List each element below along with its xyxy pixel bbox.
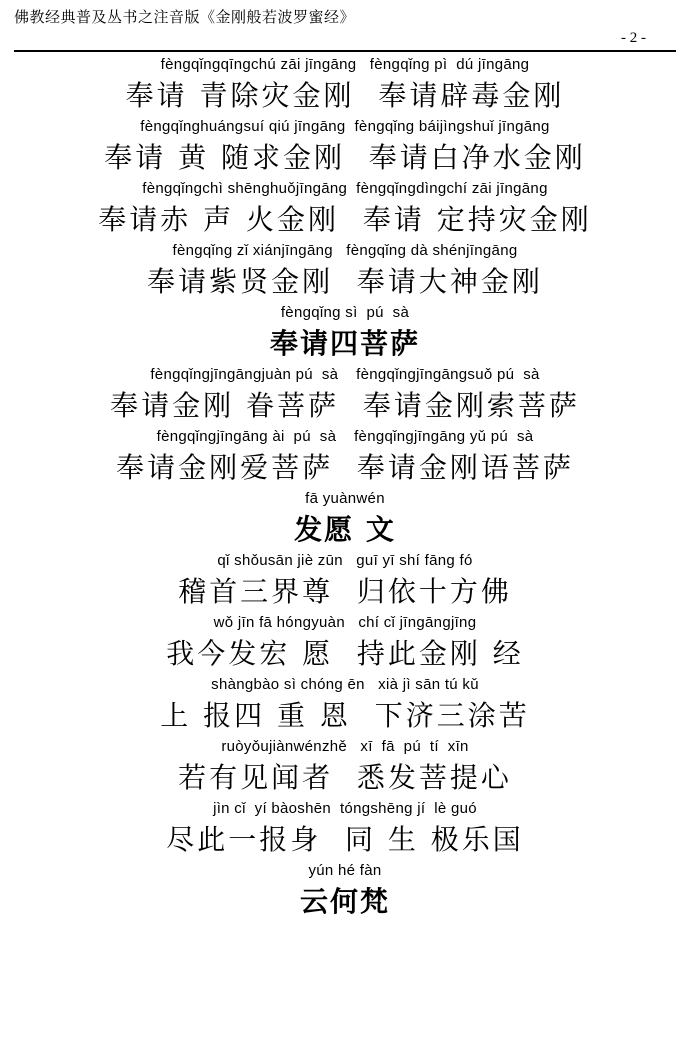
hanzi-line: 奉请 黄 随求金刚 奉请白净水金刚 bbox=[104, 141, 586, 174]
page-number: - 2 - bbox=[621, 30, 646, 46]
pinyin-line: fèngqǐngqīngchú zāi jīngāng fèngqǐng pì dú jīngāng bbox=[160, 56, 530, 73]
hanzi-line: 若有见闻者 悉发菩提心 bbox=[178, 761, 512, 794]
verse-line bbox=[126, 54, 565, 116]
verse-line bbox=[98, 178, 592, 240]
pinyin-line: fèngqǐngjīngāngjuàn pú sà fèngqǐngjīngāngsuǒ pú sà bbox=[150, 366, 540, 383]
header-divider bbox=[14, 50, 676, 52]
heading-hanzi: 发愿 文 bbox=[294, 513, 396, 546]
verse-content bbox=[0, 54, 690, 922]
heading-hanzi: 奉请四菩萨 bbox=[269, 327, 420, 360]
running-header-title: 佛教经典普及丛书之注音版《金刚般若波罗蜜经》 bbox=[14, 8, 356, 26]
hanzi-line: 奉请 青除灾金刚 奉请辟毒金刚 bbox=[125, 79, 565, 112]
pinyin-line: qǐ shǒusān jiè zūn guī yī shí fāng fó bbox=[217, 552, 473, 569]
hanzi-line: 奉请金刚爱菩萨 奉请金刚语菩萨 bbox=[116, 451, 574, 484]
hanzi-line: 奉请紫贤金刚 奉请大神金刚 bbox=[147, 265, 543, 298]
pinyin-line: shàngbào sì chóng ēn xià jì sān tú kǔ bbox=[211, 676, 479, 693]
hanzi-line: 稽首三界尊 归依十方佛 bbox=[178, 575, 512, 608]
hanzi-line: 上 报四 重 恩 下济三涂苦 bbox=[160, 699, 530, 732]
pinyin-line: fèngqǐng zǐ xiánjīngāng fèngqǐng dà shénjīngāng bbox=[172, 242, 518, 259]
pinyin-line: fèngqǐngjīngāng ài pú sà fèngqǐngjīngāng yǔ pú sà bbox=[156, 428, 534, 445]
hanzi-line: 我今发宏 愿 持此金刚 经 bbox=[166, 637, 524, 670]
verse-line bbox=[166, 798, 524, 860]
hanzi-line: 奉请金刚 眷菩萨 奉请金刚索菩萨 bbox=[110, 389, 580, 422]
verse-line bbox=[147, 240, 543, 302]
hanzi-line: 尽此一报身 同 生 极乐国 bbox=[166, 823, 524, 856]
pinyin-line: yún hé fàn bbox=[308, 862, 382, 879]
pinyin-line: fèngqǐnghuángsuí qiú jīngāng fèngqǐng báijìngshuǐ jīngāng bbox=[140, 118, 550, 135]
verse-line bbox=[160, 674, 530, 736]
verse-line bbox=[166, 612, 524, 674]
pinyin-line: jìn cǐ yí bàoshēn tóngshēng jí lè guó bbox=[213, 800, 477, 817]
section-heading bbox=[270, 302, 420, 364]
verse-line bbox=[178, 550, 512, 612]
section-heading bbox=[294, 488, 396, 550]
hanzi-line: 奉请赤 声 火金刚 奉请 定持灾金刚 bbox=[98, 203, 592, 236]
verse-line bbox=[178, 736, 512, 798]
pinyin-line: fā yuànwén bbox=[305, 490, 385, 507]
verse-line bbox=[110, 364, 580, 426]
pinyin-line: wǒ jīn fā hóngyuàn chí cǐ jīngāngjīng bbox=[213, 614, 477, 631]
heading-hanzi: 云何梵 bbox=[299, 885, 390, 918]
pinyin-line: ruòyǒujiànwénzhě xī fā pú tí xīn bbox=[221, 738, 469, 755]
section-heading bbox=[300, 860, 390, 922]
verse-line bbox=[116, 426, 574, 488]
verse-line bbox=[104, 116, 586, 178]
pinyin-line: fèngqǐngchì shēnghuǒjīngāng fèngqǐngdìngchí zāi jīngāng bbox=[142, 180, 548, 197]
pinyin-line: fèngqǐng sì pú sà bbox=[280, 304, 410, 321]
